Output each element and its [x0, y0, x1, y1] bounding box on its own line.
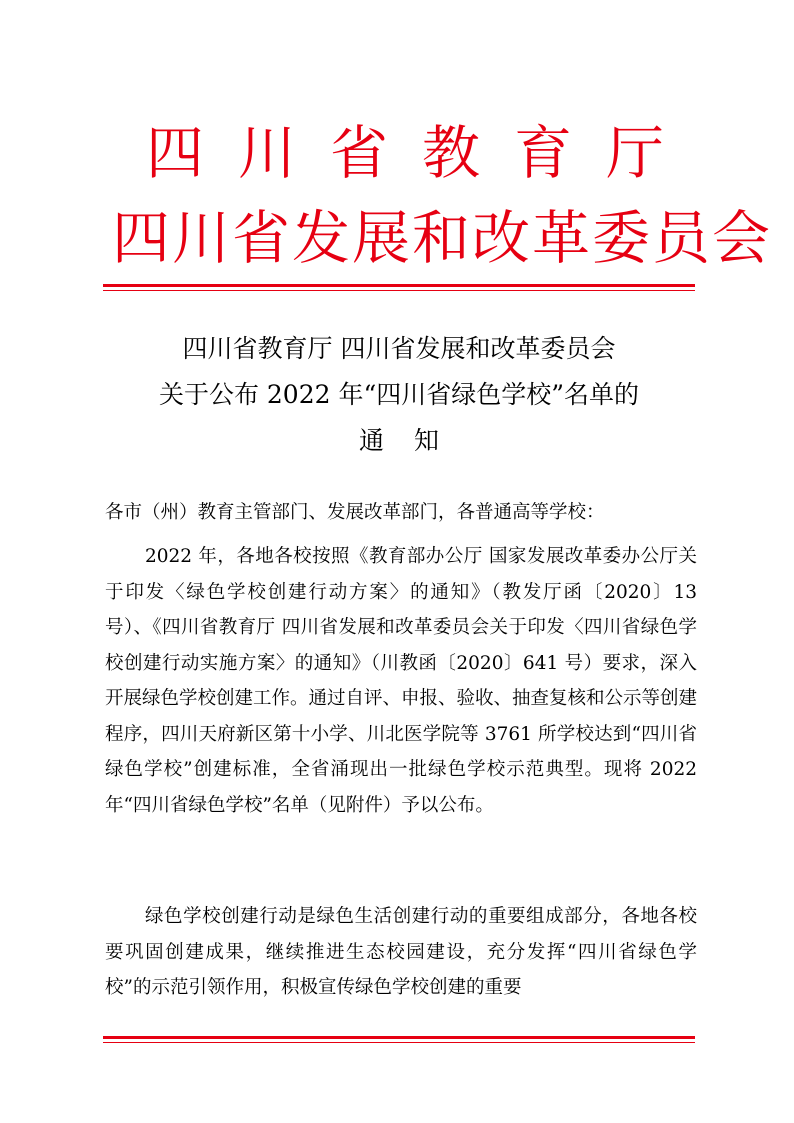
document-title-line-1: 四川省教育厅 四川省发展和改革委员会: [182, 334, 616, 363]
document-title-line-3: 通知: [358, 426, 469, 455]
red-divider-bottom: [103, 1036, 695, 1043]
body-paragraph-2: 绿色学校创建行动是绿色生活创建行动的重要组成部分，各地各校要巩固创建成果，继续推进生态校园建设，充分发挥“四川省绿色学校”的示范引领作用，积极宣传绿色学校创建的重要: [105, 906, 697, 998]
document-title-line-2: 关于公布 2022 年“四川省绿色学校”名单的: [158, 380, 640, 409]
issuer-name-development-commission: 四川省发展和改革委员会: [112, 204, 773, 272]
salutation: 各市（州）教育主管部门、发展改革部门，各普通高等学校：: [105, 502, 605, 523]
issuer-name-education-dept: 四川省教育厅: [146, 119, 699, 187]
body-paragraph-1: 2022 年，各地各校按照《教育部办公厅 国家发展改革委办公厅关于印发〈绿色学校创建行动方案〉的通知》（教发厅函〔2020〕13 号）、《四川省教育厅 四川省发展和改革委员会关于印发〈四川省绿色学校创建行动实施方案〉的通知》（川教函〔2020〕641 号）要求，深入开展绿色学校创建工作。通过自评、申报、验收、抽查复核和公示等创建程序，四川天府新区第十小学、川北医学院等 3761 所学校达到“四川省绿色学校”创建标准，全省涌现出一批绿色学校示范典型。现将 2022 年“四川省绿色学校”名单（见附件）予以公布。: [105, 546, 698, 816]
red-divider-top: [103, 284, 695, 291]
